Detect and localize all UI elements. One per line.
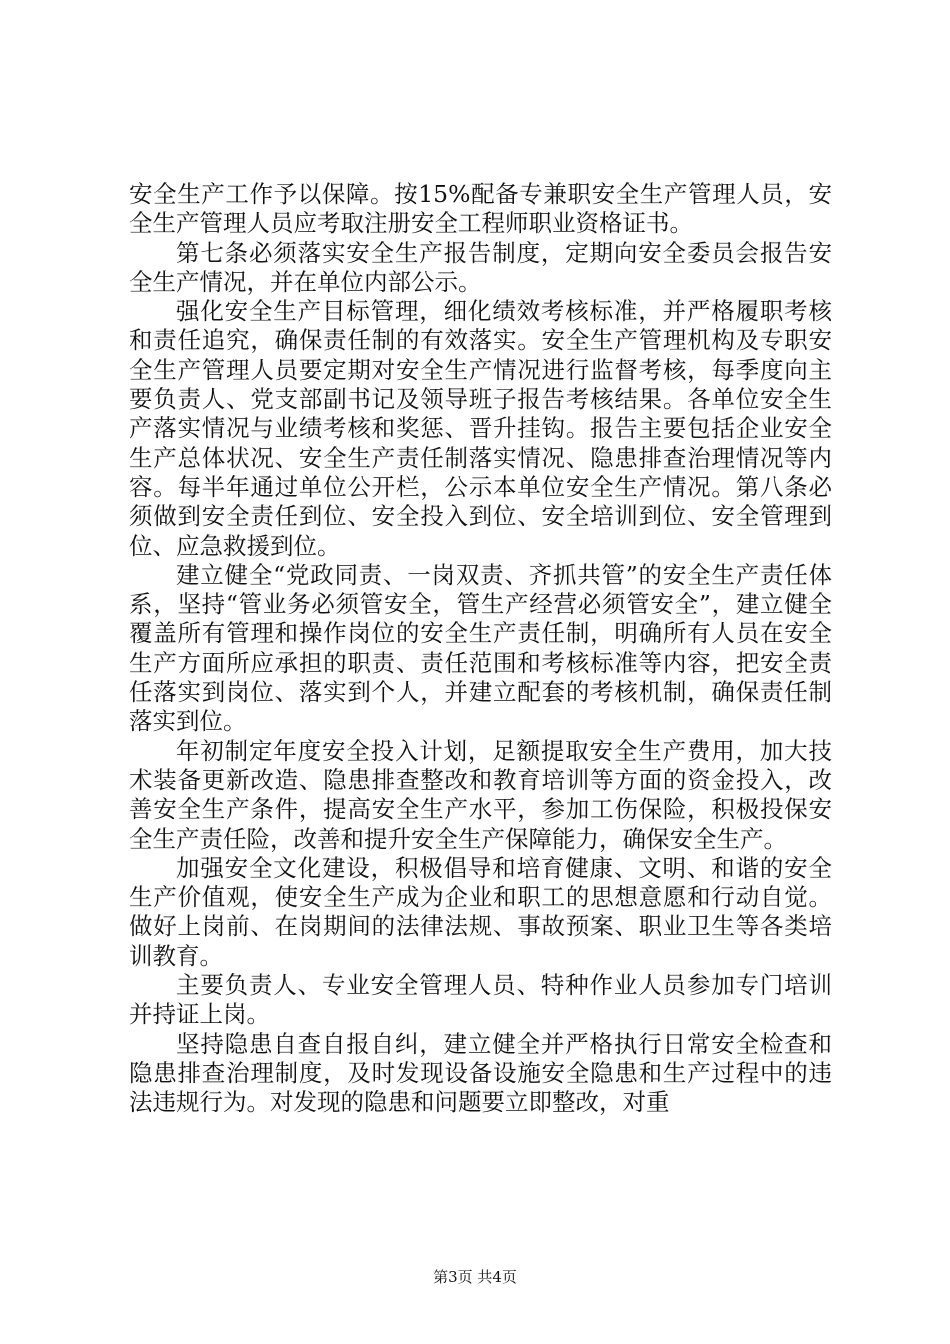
paragraph-8: 坚持隐患自查自报自纠，建立健全并严格执行日常安全检查和隐患排查治理制度，及时发现设备设施安全隐患和生产过程中的违法违规行为。对发现的隐患和问题要立即整改，对重 [129,1029,832,1117]
paragraph-3: 强化安全生产目标管理，细化绩效考核标准，并严格履职考核和责任追究，确保责任制的有效落实。安全生产管理机构及专职安全生产管理人员要定期对安全生产情况进行监督考核，每季度向主要负责人、党支部副书记及领导班子报告考核结果。各单位安全生产落实情况与业绩考核和奖惩、晋升挂钩。报告主要包括企业安全生产总体状况、安全生产责任制落实情况、隐患排查治理情况等内容。每半年通过单位公开栏，公示本单位安全生产情况。第八条必须做到安全责任到位、安全投入到位、安全培训到位、安全管理到位、应急救援到位。 [129,297,832,560]
paragraph-1: 安全生产工作予以保障。按15%配备专兼职安全生产管理人员，安全生产管理人员应考取注册安全工程师职业资格证书。 [129,180,832,238]
paragraph-6: 加强安全文化建设，积极倡导和培育健康、文明、和谐的安全生产价值观，使安全生产成为企业和职工的思想意愿和行动自觉。做好上岗前、在岗期间的法律法规、事故预案、职业卫生等各类培训教育。 [129,853,832,970]
paragraph-7: 主要负责人、专业安全管理人员、特种作业人员参加专门培训并持证上岗。 [129,971,832,1029]
document-body [129,180,832,1118]
page-number: 第3页 共4页 [433,1268,517,1286]
paragraph-2: 第七条必须落实安全生产报告制度，定期向安全委员会报告安全生产情况，并在单位内部公示。 [129,238,832,296]
paragraph-5: 年初制定年度安全投入计划，足额提取安全生产费用，加大技术装备更新改造、隐患排查整改和教育培训等方面的资金投入，改善安全生产条件，提高安全生产水平，参加工伤保险，积极投保安全生产责任险，改善和提升安全生产保障能力，确保安全生产。 [129,736,832,853]
paragraph-4: 建立健全“党政同责、一岗双责、齐抓共管”的安全生产责任体系，坚持“管业务必须管安全，管生产经营必须管安全”，建立健全覆盖所有管理和操作岗位的安全生产责任制，明确所有人员在安全生产方面所应承担的职责、责任范围和考核标准等内容，把安全责任落实到岗位、落实到个人，并建立配套的考核机制，确保责任制落实到位。 [129,560,832,736]
